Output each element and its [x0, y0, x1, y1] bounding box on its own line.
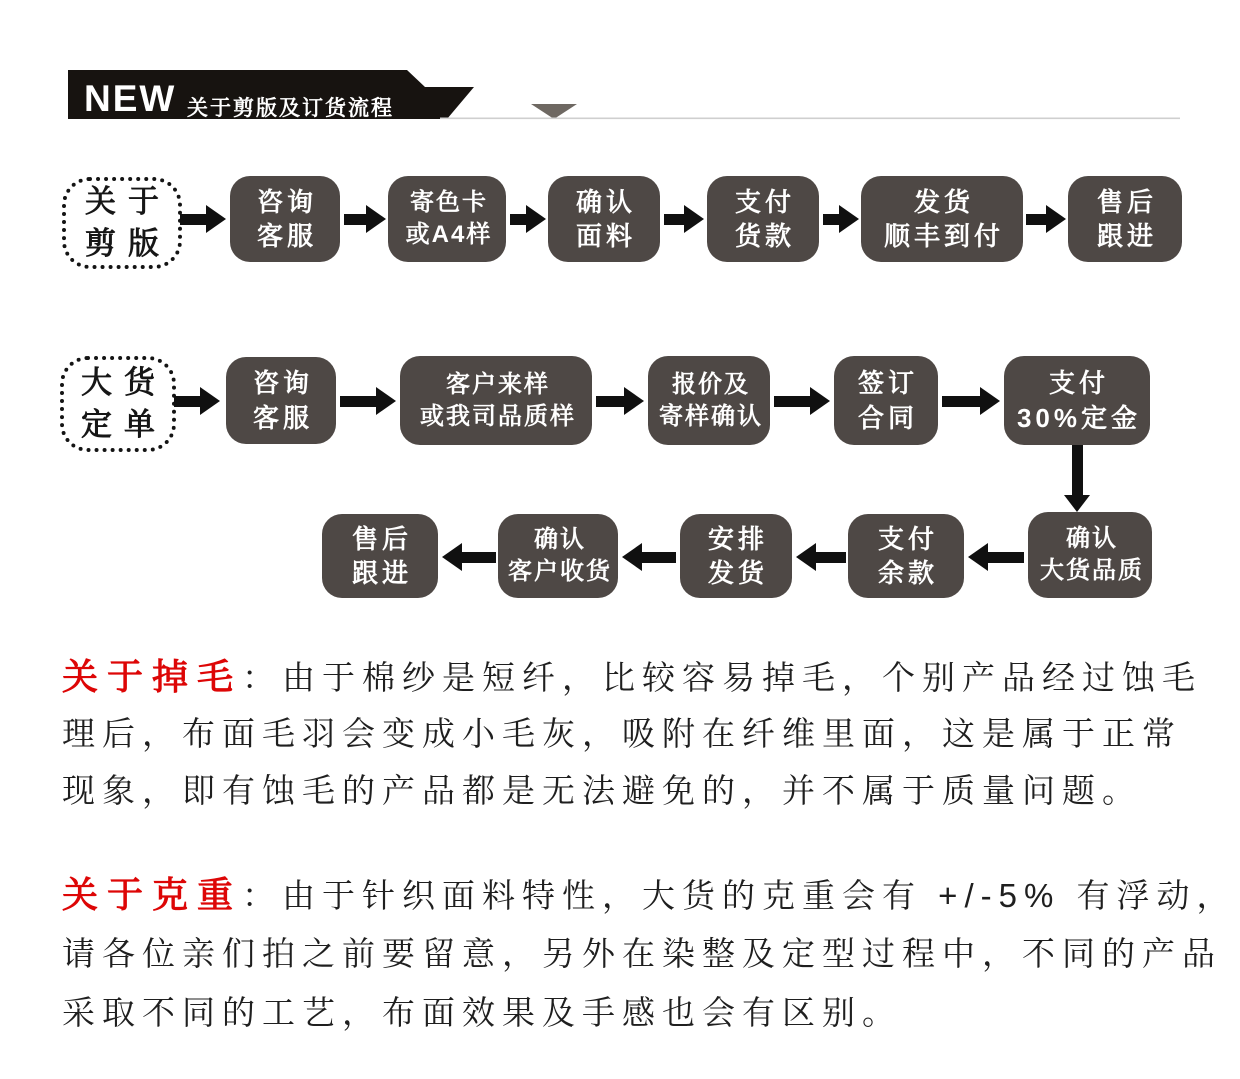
step-label-line: 或我司品质样 [420, 402, 576, 430]
note-text: 由于针织面料特性，大货的克重会有 +/-5% 有浮动， [282, 877, 1237, 914]
flow-bulk-step-sign-contract [834, 356, 938, 445]
step-label-line: 余款 [877, 558, 938, 588]
arrow-left-icon [796, 542, 846, 572]
step-label-line: 关于 [85, 184, 171, 220]
step-label-line: 安排 [707, 523, 768, 554]
note-line: 请各位亲们拍之前要留意，另外在染整及定型过程中，不同的产品 [62, 935, 1222, 972]
note-colon: ： [242, 877, 283, 914]
note-weight [62, 870, 1237, 1047]
flow-cut-step-pay [707, 176, 819, 262]
step-label-line: 售后 [351, 523, 412, 554]
flow-bulk-step-arrange-shipping [680, 514, 792, 598]
step-label-line: 咨询 [252, 368, 313, 399]
arrow-left-icon [968, 542, 1024, 572]
note-heading: 关于掉毛 [62, 656, 243, 697]
step-label-line: 支付 [734, 186, 795, 217]
arrow-right-icon [942, 386, 1000, 416]
flow-cut-step-confirm-fabric [548, 176, 660, 262]
flow-bulk-step-after-sales [322, 514, 438, 598]
note-colon: ： [242, 659, 283, 696]
step-label-line: 定单 [81, 407, 167, 442]
step-label-line: 剪版 [85, 226, 171, 261]
step-label-line: 客户来样 [446, 370, 550, 398]
note-shedding [62, 652, 1202, 823]
arrow-right-icon [1026, 204, 1066, 234]
arrow-right-icon [664, 204, 704, 234]
arrow-left-icon [622, 542, 676, 572]
arrow-left-icon [442, 542, 496, 572]
arrow-right-icon [823, 204, 859, 234]
step-label-line: 面料 [575, 221, 636, 251]
note-line [62, 652, 1202, 709]
divider-line [440, 118, 1180, 120]
flow-bulk-step-deposit [1004, 356, 1150, 445]
flow-bulk-step-consult [226, 357, 336, 444]
arrow-down-icon [1064, 445, 1090, 512]
flow-start-cut-sample [62, 177, 182, 269]
step-label-line: 发货 [707, 558, 768, 588]
flow-bulk-step-pay-balance [848, 514, 964, 598]
step-label-line: 确认 [1066, 525, 1118, 553]
step-label-line: 寄色卡 [410, 189, 488, 217]
step-label-line: 或A4样 [405, 221, 493, 248]
step-label-line: 报价及 [672, 370, 750, 398]
flow-bulk-step-confirm-receipt [498, 514, 618, 598]
arrow-right-icon [596, 386, 644, 416]
step-label-line: 客服 [256, 221, 317, 251]
step-label-line: 客户收货 [508, 558, 612, 585]
step-label-line: 签订 [857, 368, 918, 399]
step-label-line: 大货 [81, 365, 167, 401]
arrow-right-icon [510, 204, 546, 234]
note-line: 采取不同的工艺，布面效果及手感也会有区别。 [62, 994, 902, 1031]
step-label-line: 发货 [913, 186, 974, 217]
step-label-line: 寄样确认 [659, 402, 763, 430]
note-line: 理后，布面毛羽会变成小毛灰，吸附在纤维里面，这是属于正常 [62, 715, 1182, 752]
flow-bulk-step-quote-confirm [648, 356, 770, 445]
step-label-line: 客服 [252, 402, 313, 433]
arrow-right-icon [180, 204, 226, 234]
note-heading: 关于克重 [62, 874, 243, 915]
new-badge-label: NEW [84, 78, 177, 119]
step-label-line: 跟进 [1096, 221, 1157, 251]
step-label-line: 支付 [877, 523, 938, 554]
flow-cut-step-ship [861, 176, 1023, 262]
step-label-line: 合同 [857, 402, 918, 433]
ribbon-fold-triangle-icon [531, 104, 577, 119]
step-label-line: 跟进 [351, 558, 412, 588]
arrow-right-icon [174, 386, 220, 416]
flow-cut-step-consult [230, 176, 340, 262]
step-label-line: 支付 [1048, 368, 1109, 399]
step-label-line: 咨询 [256, 186, 317, 217]
step-label-line: 确认 [575, 186, 636, 217]
flow-cut-step-after-sales [1068, 176, 1182, 262]
note-line [62, 870, 1237, 929]
arrow-right-icon [340, 386, 396, 416]
step-label-line: 大货品质 [1040, 557, 1144, 584]
step-label-line: 货款 [734, 221, 795, 251]
note-line: 现象，即有蚀毛的产品都是无法避免的，并不属于质量问题。 [62, 772, 1142, 809]
flow-bulk-step-customer-sample [400, 356, 592, 445]
step-label-line: 顺丰到付 [883, 221, 1004, 251]
arrow-right-icon [774, 386, 830, 416]
flow-cut-step-color-card [388, 176, 506, 262]
flow-start-bulk-order [60, 356, 176, 452]
step-label-line: 确认 [534, 526, 586, 554]
step-label-line: 售后 [1096, 186, 1157, 217]
note-text: 由于棉纱是短纤，比较容易掉毛，个别产品经过蚀毛 [282, 659, 1203, 696]
flow-bulk-step-confirm-quality [1028, 512, 1152, 598]
arrow-right-icon [344, 204, 386, 234]
section-title: 关于剪版及订货流程 [187, 97, 394, 120]
new-ribbon [0, 0, 1240, 130]
step-label-line: 30%定金 [1016, 402, 1142, 433]
